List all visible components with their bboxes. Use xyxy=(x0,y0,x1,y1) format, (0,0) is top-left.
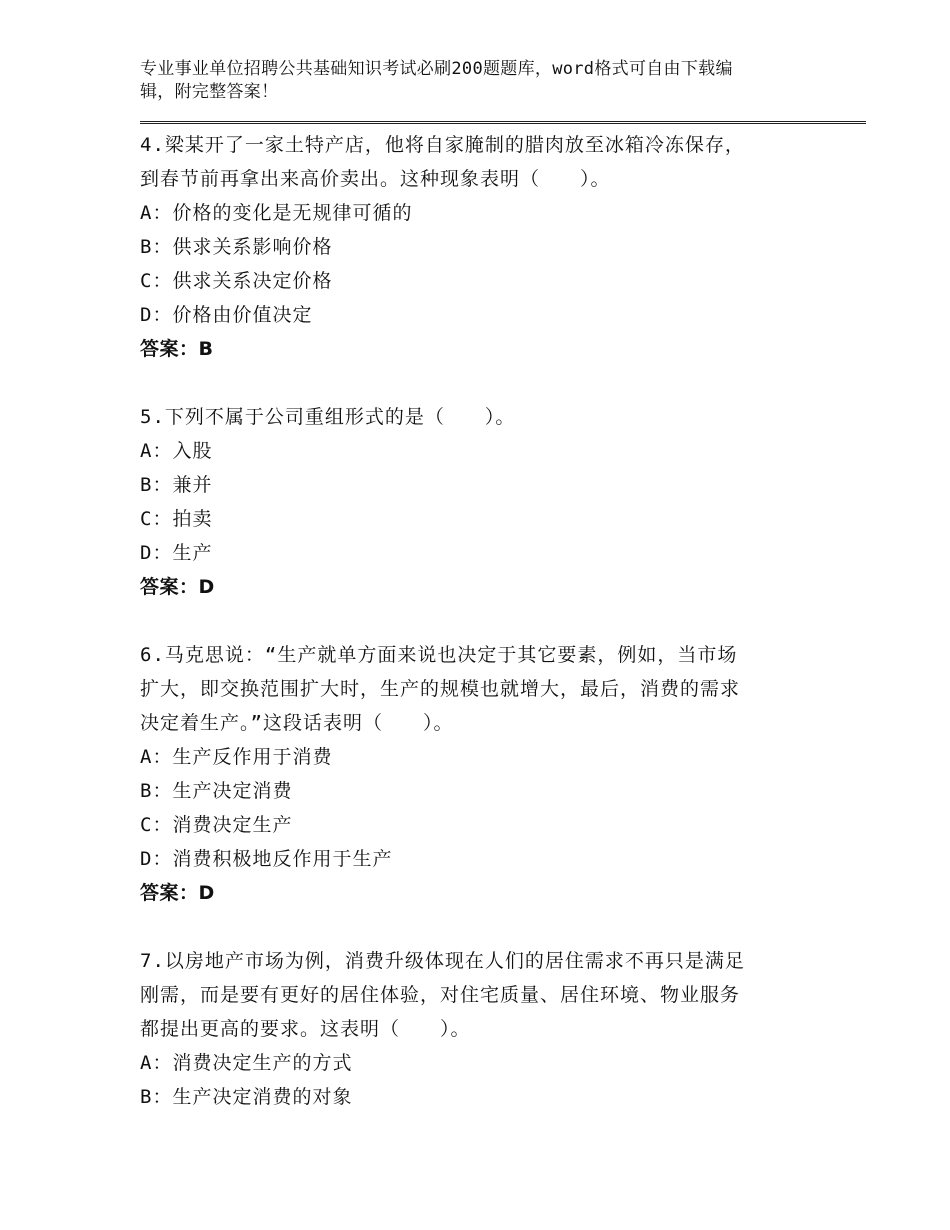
spacer xyxy=(140,604,830,638)
question-stem-line: 到春节前再拿出来高价卖出。这种现象表明（ ）。 xyxy=(140,168,611,190)
question-list xyxy=(140,128,830,1114)
header-divider xyxy=(140,121,866,126)
option-a: A：价格的变化是无规律可循的 xyxy=(140,202,413,224)
header-line-2: 辑，附完整答案！ xyxy=(140,82,279,102)
option-b: B：供求关系影响价格 xyxy=(140,236,333,258)
option-c: C：消费决定生产 xyxy=(140,814,293,836)
option-c: C：拍卖 xyxy=(140,508,213,530)
answer-value: B xyxy=(198,338,214,360)
option-d: D：生产 xyxy=(140,542,213,564)
answer-value: D xyxy=(198,882,215,904)
answer-value: D xyxy=(198,576,215,598)
header-line-1: 专业事业单位招聘公共基础知识考试必刷200题题库，word格式可自由下载编 xyxy=(140,59,733,79)
answer-label: 答案： xyxy=(140,576,199,598)
spacer xyxy=(140,910,830,944)
option-d: D：消费积极地反作用于生产 xyxy=(140,848,393,870)
spacer xyxy=(140,366,830,400)
question-stem-line: 7.以房地产市场为例，消费升级体现在人们的居住需求不再只是满足 xyxy=(140,950,745,972)
question-4 xyxy=(140,128,830,366)
question-stem-line: 4.梁某开了一家土特产店，他将自家腌制的腊肉放至冰箱冷冻保存， xyxy=(140,134,745,156)
option-d: D：价格由价值决定 xyxy=(140,304,313,326)
answer-line xyxy=(140,876,830,910)
option-b: B：生产决定消费 xyxy=(140,780,293,802)
question-stem-line: 5.下列不属于公司重组形式的是（ ）。 xyxy=(140,406,516,428)
answer-label: 答案： xyxy=(140,882,199,904)
question-stem-line: 决定着生产。”这段话表明（ ）。 xyxy=(140,712,454,734)
option-a: A：生产反作用于消费 xyxy=(140,746,333,768)
option-c: C：供求关系决定价格 xyxy=(140,270,333,292)
question-6 xyxy=(140,638,830,910)
document-header xyxy=(140,58,800,104)
option-b: B：生产决定消费的对象 xyxy=(140,1086,353,1108)
question-7 xyxy=(140,944,830,1114)
option-b: B：兼并 xyxy=(140,474,213,496)
option-a: A：消费决定生产的方式 xyxy=(140,1052,353,1074)
answer-label: 答案： xyxy=(140,338,199,360)
option-a: A：入股 xyxy=(140,440,213,462)
question-stem-line: 都提出更高的要求。这表明（ ）。 xyxy=(140,1018,471,1040)
question-stem-line: 6.马克思说：“生产就单方面来说也决定于其它要素，例如，当市场 xyxy=(140,644,738,666)
question-stem-line: 刚需，而是要有更好的居住体验，对住宅质量、居住环境、物业服务 xyxy=(140,984,741,1006)
question-stem-line: 扩大，即交换范围扩大时，生产的规模也就增大，最后，消费的需求 xyxy=(140,678,741,700)
answer-line xyxy=(140,570,830,604)
answer-line xyxy=(140,332,830,366)
question-5 xyxy=(140,400,830,604)
